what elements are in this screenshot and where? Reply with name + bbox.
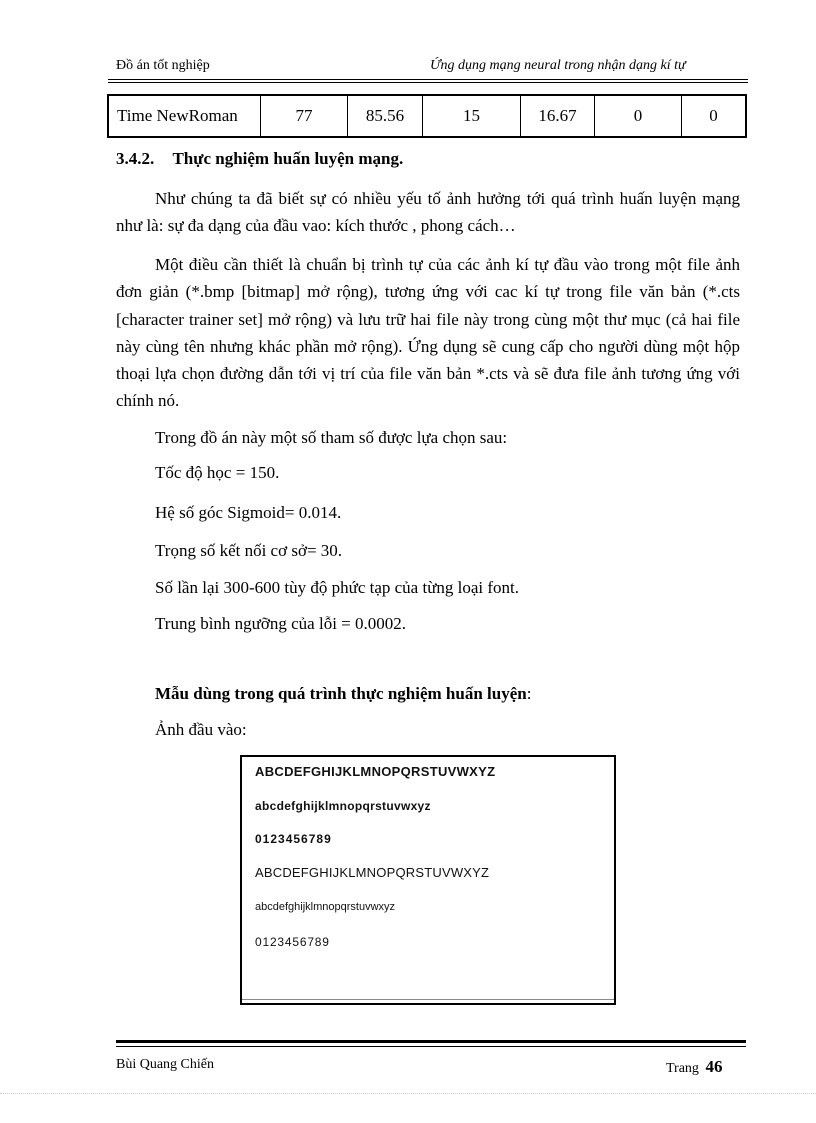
table-cell: 0 — [595, 95, 682, 137]
param-item: Trung bình ngưỡng của lỗi = 0.0002. — [155, 614, 406, 633]
table-cell: 77 — [261, 95, 348, 137]
header-rule — [108, 79, 748, 83]
page-bottom-divider — [0, 1093, 816, 1094]
results-table — [107, 94, 747, 138]
table-cell: 85.56 — [348, 95, 423, 137]
section-title: Thực nghiệm huấn luyện mạng. — [172, 149, 404, 168]
paragraph-1-text: Như chúng ta đã biết sự có nhiều yếu tố ảnh hưởng tới quá trình huấn luyện mạng như là: sự đa dạng của đầu vao: kích thước , phong cách… — [116, 189, 740, 236]
image-line-uppercase-bold: ABCDEFGHIJKLMNOPQRSTUVWXYZ — [255, 764, 496, 779]
table-cell: Time NewRoman — [108, 95, 261, 137]
param-item: Tốc độ học = 150. — [155, 463, 280, 482]
image-line-lowercase: abcdefghijklmnopqrstuvwxyz — [255, 901, 396, 913]
sample-heading-text: Mẫu dùng trong quá trình thực nghiệm huấn luyện — [155, 684, 527, 703]
footer-page-label: Trang — [666, 1061, 699, 1076]
image-line-lowercase-bold: abcdefghijklmnopqrstuvwxyz — [255, 799, 431, 813]
image-line-digits: 0123456789 — [255, 935, 330, 949]
table-cell: 15 — [423, 95, 521, 137]
footer-rule-thin — [116, 1046, 746, 1047]
table-cell: 0 — [682, 95, 747, 137]
table-row — [108, 95, 746, 137]
image-line-uppercase: ABCDEFGHIJKLMNOPQRSTUVWXYZ — [255, 865, 490, 880]
section-heading — [116, 149, 403, 169]
param-item: Số lần lại 300-600 tùy độ phức tạp của từng loại font. — [155, 578, 520, 597]
sample-heading-colon: : — [526, 684, 532, 703]
table-cell: 16.67 — [521, 95, 595, 137]
paragraph-2 — [116, 251, 740, 415]
input-image-label: Ảnh đầu vào: — [155, 720, 247, 739]
header-left: Đồ án tốt nghiệp — [116, 58, 210, 73]
section-number: 3.4.2. — [116, 149, 155, 168]
param-item: Trọng số kết nối cơ sở= 30. — [155, 541, 343, 560]
footer-author: Bùi Quang Chiến — [116, 1057, 214, 1072]
footer-page — [666, 1057, 722, 1077]
paragraph-1 — [116, 185, 740, 240]
image-line-digits-bold: 0123456789 — [255, 832, 332, 846]
input-image — [240, 755, 616, 1005]
sample-heading — [155, 684, 531, 704]
paragraph-2-text: Một điều cần thiết là chuẩn bị trình tự của các ảnh kí tự đầu vào trong một file ảnh đơn giản (*.bmp [bitmap] mở rộng), tương ứng với cac kí tự trong file văn bản (*.cts [character trainer set] mở rộng) và lưu trữ hai file này trong cùng một thư mục (cả hai file này cùng tên nhưng khác phần mở rộng). Ứng dụng sẽ cung cấp cho người dùng một hộp thoại lựa chọn đường dẫn tới vị trí của file văn bản *.cts và sẽ đưa file ảnh tương ứng với chính nó. — [116, 255, 740, 411]
params-intro: Trong đồ án này một số tham số được lựa chọn sau: — [155, 428, 508, 447]
footer-page-number: 46 — [705, 1057, 723, 1076]
header-right: Ứng dụng mạng neural trong nhận dạng kí tự — [430, 58, 686, 73]
param-item: Hệ số góc Sigmoid= 0.014. — [155, 503, 342, 522]
